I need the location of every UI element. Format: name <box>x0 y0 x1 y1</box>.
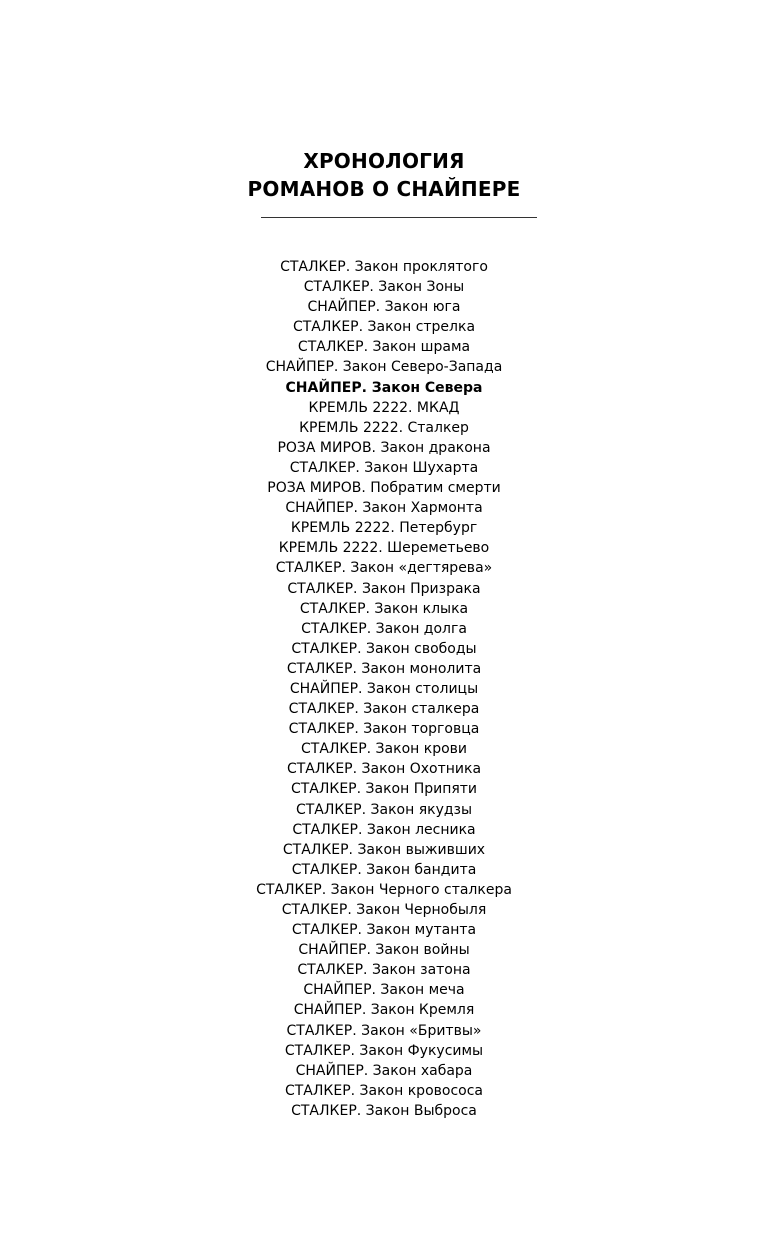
novel-list-item: СТАЛКЕР. Закон монолита <box>286 660 482 677</box>
page-title-line-1: ХРОНОЛОГИЯ <box>303 149 465 173</box>
novel-list-item: СНАЙПЕР. Закон юга <box>307 299 461 316</box>
novel-list-item: КРЕМЛЬ 2222. Сталкер <box>299 419 469 436</box>
novel-list-item: СНАЙПЕР. Закон Северо-Запада <box>265 359 503 376</box>
novel-list-item: СТАЛКЕР. Закон Фукусимы <box>284 1042 484 1059</box>
novel-list-item: СТАЛКЕР. Закон затона <box>297 962 471 979</box>
novel-list-item: СТАЛКЕР. Закон Черного сталкера <box>256 881 512 898</box>
novel-list-item: СТАЛКЕР. Закон торговца <box>288 721 480 738</box>
novel-list-item: СТАЛКЕР. Закон «Бритвы» <box>286 1022 482 1039</box>
novel-list-item: СТАЛКЕР. Закон якудзы <box>295 801 473 818</box>
novel-list-item: КРЕМЛЬ 2222. Шереметьево <box>278 540 490 557</box>
novel-list-item: СТАЛКЕР. Закон лесника <box>292 821 476 838</box>
novel-list-item: СТАЛКЕР. Закон Чернобыля <box>281 902 487 918</box>
novel-list-item: СТАЛКЕР. Закон проклятого <box>280 259 488 275</box>
novel-list-item: СТАЛКЕР. Закон долга <box>301 620 467 637</box>
novel-list-item: СТАЛКЕР. Закон крови <box>301 741 467 758</box>
novel-list-item: СТАЛКЕР. Закон Охотника <box>286 761 482 778</box>
page-title <box>0 147 768 203</box>
novel-list-item: СНАЙПЕР. Закон столицы <box>289 680 479 697</box>
novel-list-item: СТАЛКЕР. Закон кровососа <box>284 1082 483 1099</box>
novel-list-item: СНАЙПЕР. Закон хабара <box>295 1062 473 1079</box>
novel-list-item: КРЕМЛЬ 2222. МКАД <box>308 399 460 416</box>
novel-list-item: СТАЛКЕР. Закон мутанта <box>291 922 477 939</box>
novel-list-item: СТАЛКЕР. Закон Припяти <box>290 781 478 798</box>
novel-list-item: РОЗА МИРОВ. Побратим смерти <box>267 480 501 497</box>
novel-list-item: СТАЛКЕР. Закон свободы <box>291 640 477 657</box>
novel-list-item: СТАЛКЕР. Закон Шухарта <box>289 459 479 476</box>
novel-list-item: СТАЛКЕР. Закон бандита <box>291 861 477 878</box>
novel-list-item: СТАЛКЕР. Закон выживших <box>282 841 486 858</box>
novel-list-item: СТАЛКЕР. Закон «дегтярева» <box>275 560 493 577</box>
novel-list-item: КРЕМЛЬ 2222. Петербург <box>290 520 478 537</box>
novel-list-item: СТАЛКЕР. Закон Выброса <box>291 1102 477 1119</box>
novel-list-item: СНАЙПЕР. Закон Хармонта <box>285 500 483 517</box>
novel-list-item: СТАЛКЕР. Закон стрелка <box>292 319 476 336</box>
novel-chronology-list <box>0 257 768 1121</box>
novel-list-item: СТАЛКЕР. Закон клыка <box>299 600 469 617</box>
novel-list-item: СНАЙПЕР. Закон войны <box>298 942 470 959</box>
novel-list-item: СНАЙПЕР. Закон Севера <box>285 379 483 396</box>
page-title-line-2: РОМАНОВ О СНАЙПЕРЕ <box>247 177 521 201</box>
novel-list-item: СТАЛКЕР. Закон Призрака <box>287 580 481 597</box>
novel-list-item: СТАЛКЕР. Закон Зоны <box>303 279 465 296</box>
novel-list-item: СТАЛКЕР. Закон шрама <box>297 339 471 356</box>
novel-list-item: РОЗА МИРОВ. Закон дракона <box>277 439 491 456</box>
novel-list-item: СТАЛКЕР. Закон сталкера <box>288 701 480 718</box>
novel-list-item: СНАЙПЕР. Закон Кремля <box>293 1002 475 1019</box>
novel-list-item: СНАЙПЕР. Закон меча <box>303 982 465 999</box>
title-divider <box>261 217 537 218</box>
